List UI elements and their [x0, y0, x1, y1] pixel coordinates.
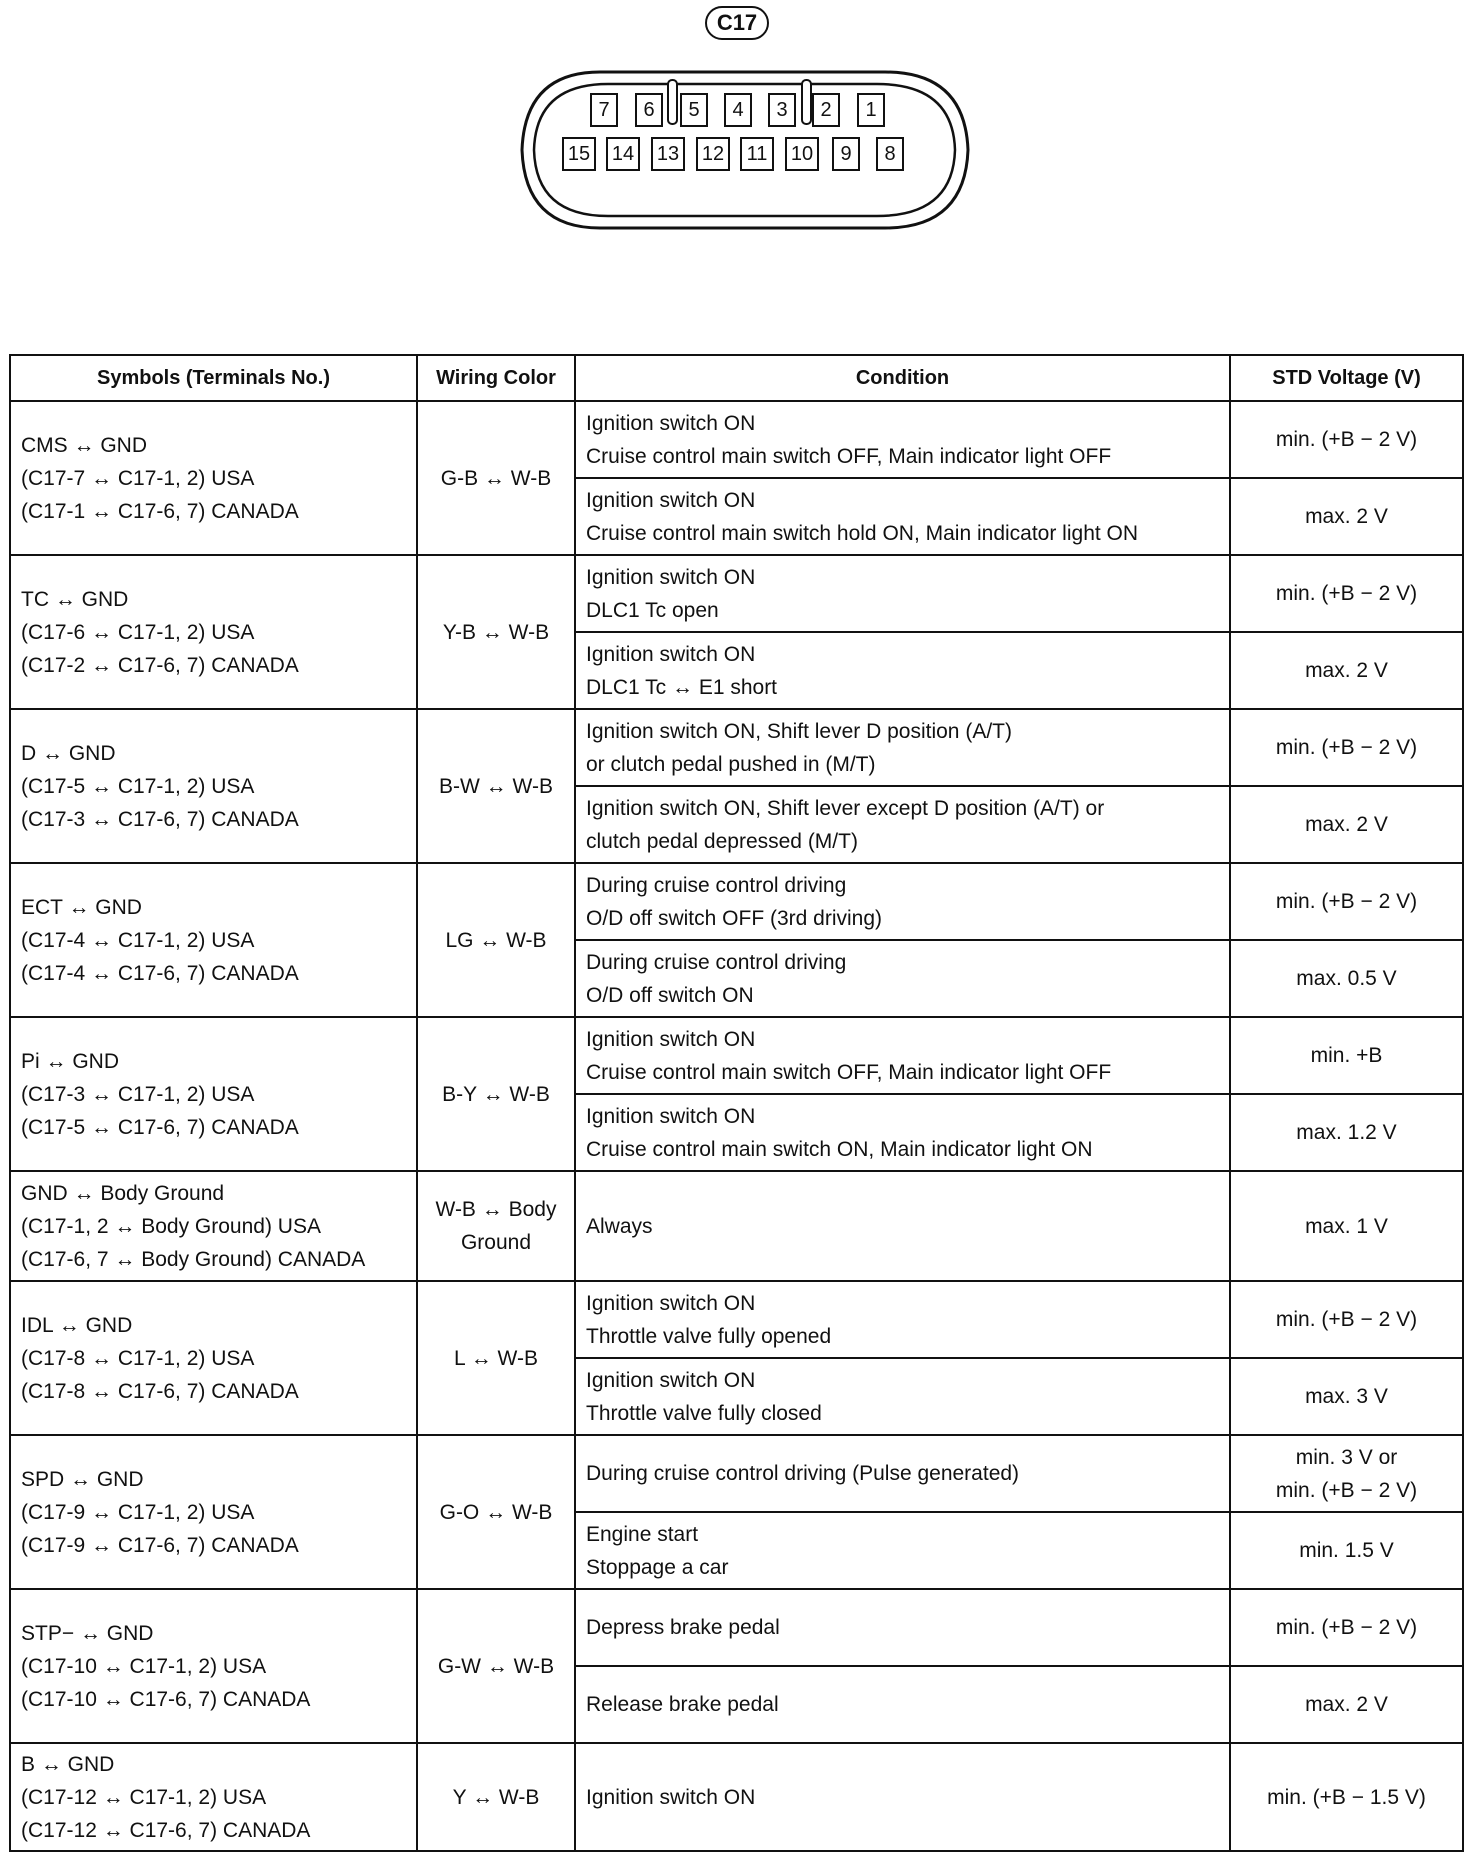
std-voltage-cell	[1230, 1512, 1463, 1589]
condition-cell	[575, 940, 1230, 1017]
connector-pin: 8	[876, 137, 904, 171]
condition-line: Ignition switch ON	[586, 642, 756, 666]
voltage-line: min. (+B − 2 V)	[1275, 736, 1418, 759]
table-row	[10, 709, 1463, 786]
wiring-color-line: W-B ↔ Body	[435, 1198, 557, 1221]
wiring-color-cell	[417, 1017, 575, 1171]
wiring-color-cell	[417, 1171, 575, 1281]
table-body	[10, 401, 1463, 1851]
table-row	[10, 1171, 1463, 1281]
symbol-line: STP− ↔ GND	[21, 1621, 154, 1645]
symbol-line: Pi ↔ GND	[21, 1049, 120, 1073]
voltage-line: max. 1.2 V	[1296, 1121, 1397, 1144]
condition-line: Ignition switch ON	[586, 1291, 756, 1315]
symbol-cell	[10, 1171, 417, 1281]
condition-cell	[575, 1743, 1230, 1851]
table-row	[10, 863, 1463, 940]
condition-cell	[575, 786, 1230, 863]
symbol-line: B ↔ GND	[21, 1752, 115, 1776]
voltage-line: min. (+B − 2 V)	[1275, 1616, 1418, 1639]
connector-pin: 6	[635, 93, 663, 127]
voltage-line: min. (+B − 2 V)	[1275, 1308, 1418, 1331]
header-condition: Condition	[575, 355, 1230, 401]
table-row	[10, 1281, 1463, 1358]
symbol-line: (C17-4 ↔ C17-6, 7) CANADA	[21, 961, 299, 985]
wiring-color-line: B-W ↔ W-B	[439, 774, 553, 798]
connector-diagram	[0, 0, 1472, 260]
wiring-color-cell	[417, 1589, 575, 1743]
voltage-line: min. (+B − 1.5 V)	[1267, 1785, 1426, 1809]
std-voltage-cell	[1230, 478, 1463, 555]
symbol-cell	[10, 1589, 417, 1743]
voltage-line: max. 2 V	[1305, 659, 1388, 682]
std-voltage-cell	[1230, 1666, 1463, 1743]
condition-line: Cruise control main switch hold ON, Main indicator light ON	[586, 521, 1139, 545]
symbol-line: (C17-2 ↔ C17-6, 7) CANADA	[21, 653, 299, 677]
voltage-line: max. 2 V	[1305, 1693, 1388, 1716]
std-voltage-cell	[1230, 786, 1463, 863]
std-voltage-cell	[1230, 1017, 1463, 1094]
condition-line: During cruise control driving (Pulse generated)	[586, 1462, 1020, 1485]
condition-cell	[575, 1017, 1230, 1094]
voltage-line: max. 1 V	[1305, 1214, 1388, 1238]
connector-pin: 14	[606, 137, 640, 171]
symbol-line: (C17-1, 2 ↔ Body Ground) USA	[21, 1214, 321, 1238]
connector-pin: 5	[680, 93, 708, 127]
condition-line: clutch pedal depressed (M/T)	[586, 829, 858, 853]
std-voltage-cell	[1230, 1435, 1463, 1512]
voltage-line: min. (+B − 2 V)	[1275, 1478, 1418, 1502]
std-voltage-cell	[1230, 1281, 1463, 1358]
std-voltage-cell	[1230, 555, 1463, 632]
condition-cell	[575, 1281, 1230, 1358]
condition-line: Cruise control main switch OFF, Main indicator light OFF	[586, 444, 1112, 468]
wiring-color-cell	[417, 709, 575, 863]
symbol-line: D ↔ GND	[21, 741, 116, 765]
table-row	[10, 401, 1463, 478]
std-voltage-cell	[1230, 1094, 1463, 1171]
wiring-color-line: B-Y ↔ W-B	[442, 1082, 550, 1106]
symbol-cell	[10, 863, 417, 1017]
table-header-row	[10, 355, 1463, 401]
std-voltage-cell	[1230, 863, 1463, 940]
std-voltage-cell	[1230, 401, 1463, 478]
symbol-line: (C17-4 ↔ C17-1, 2) USA	[21, 928, 255, 952]
condition-line: Cruise control main switch ON, Main indicator light ON	[586, 1137, 1093, 1161]
header-std-voltage: STD Voltage (V)	[1230, 355, 1463, 401]
symbol-line: (C17-8 ↔ C17-1, 2) USA	[21, 1346, 255, 1370]
symbol-line: CMS ↔ GND	[21, 433, 147, 457]
condition-line: DLC1 Tc open	[586, 598, 719, 622]
condition-line: Cruise control main switch OFF, Main indicator light OFF	[586, 1060, 1112, 1084]
connector-pin: 13	[651, 137, 685, 171]
voltage-line: min. (+B − 2 V)	[1275, 890, 1418, 913]
voltage-line: min. +B	[1310, 1044, 1383, 1067]
connector-pin: 11	[740, 137, 774, 171]
condition-cell	[575, 478, 1230, 555]
voltage-line: min. 3 V or	[1295, 1445, 1398, 1469]
condition-cell	[575, 1666, 1230, 1743]
terminal-voltage-table	[9, 354, 1464, 1852]
symbol-line: (C17-12 ↔ C17-1, 2) USA	[21, 1785, 267, 1809]
table-row	[10, 1017, 1463, 1094]
condition-line: Ignition switch ON, Shift lever D position (A/T)	[586, 719, 1012, 743]
condition-line: Ignition switch ON	[586, 565, 756, 589]
wiring-color-line: LG ↔ W-B	[445, 928, 547, 952]
symbol-cell	[10, 555, 417, 709]
connector-pin: 7	[590, 93, 618, 127]
condition-cell	[575, 1435, 1230, 1512]
wiring-color-line: G-W ↔ W-B	[437, 1654, 555, 1678]
connector-pin: 9	[832, 137, 860, 171]
std-voltage-cell	[1230, 1358, 1463, 1435]
condition-line: DLC1 Tc ↔ E1 short	[586, 675, 778, 699]
condition-line: Always	[586, 1214, 653, 1238]
condition-line: Depress brake pedal	[586, 1616, 780, 1639]
symbol-line: GND ↔ Body Ground	[21, 1181, 225, 1205]
symbol-cell	[10, 1743, 417, 1851]
voltage-line: max. 3 V	[1305, 1385, 1388, 1408]
voltage-line: max. 0.5 V	[1296, 967, 1397, 990]
wiring-color-line: Ground	[460, 1231, 532, 1254]
wiring-color-cell	[417, 1281, 575, 1435]
symbol-line: (C17-8 ↔ C17-6, 7) CANADA	[21, 1379, 299, 1403]
header-wiring-color: Wiring Color	[417, 355, 575, 401]
wiring-color-line: Y-B ↔ W-B	[442, 620, 550, 644]
wiring-color-cell	[417, 555, 575, 709]
condition-line: During cruise control driving	[586, 873, 847, 897]
condition-line: Engine start	[586, 1522, 699, 1546]
condition-cell	[575, 1589, 1230, 1666]
symbol-line: (C17-10 ↔ C17-6, 7) CANADA	[21, 1687, 311, 1711]
symbol-line: (C17-7 ↔ C17-1, 2) USA	[21, 466, 255, 490]
symbol-line: (C17-9 ↔ C17-1, 2) USA	[21, 1500, 255, 1524]
condition-cell	[575, 632, 1230, 709]
symbol-cell	[10, 1435, 417, 1589]
voltage-line: min. (+B − 2 V)	[1275, 428, 1418, 451]
symbol-cell	[10, 709, 417, 863]
condition-line: Ignition switch ON	[586, 1785, 756, 1809]
symbol-line: SPD ↔ GND	[21, 1467, 144, 1491]
symbol-line: ECT ↔ GND	[21, 895, 142, 919]
condition-line: O/D off switch OFF (3rd driving)	[586, 906, 883, 930]
table-row	[10, 1435, 1463, 1512]
condition-line: Ignition switch ON	[586, 488, 756, 512]
condition-cell	[575, 1358, 1230, 1435]
std-voltage-cell	[1230, 632, 1463, 709]
symbol-cell	[10, 401, 417, 555]
header-symbols: Symbols (Terminals No.)	[10, 355, 417, 401]
std-voltage-cell	[1230, 1171, 1463, 1281]
connector-pin: 4	[724, 93, 752, 127]
connector-pin: 1	[857, 93, 885, 127]
table-row	[10, 1743, 1463, 1851]
table-row	[10, 555, 1463, 632]
std-voltage-cell	[1230, 709, 1463, 786]
voltage-line: max. 2 V	[1305, 813, 1388, 836]
condition-cell	[575, 1171, 1230, 1281]
wiring-color-cell	[417, 863, 575, 1017]
symbol-line: (C17-6 ↔ C17-1, 2) USA	[21, 620, 255, 644]
connector-pin: 2	[812, 93, 840, 127]
condition-cell	[575, 709, 1230, 786]
condition-line: Stoppage a car	[586, 1555, 729, 1579]
condition-line: Release brake pedal	[586, 1693, 779, 1716]
symbol-line: (C17-6, 7 ↔ Body Ground) CANADA	[21, 1247, 366, 1271]
connector-label: C17	[705, 6, 769, 40]
table-row	[10, 1589, 1463, 1666]
symbol-line: (C17-1 ↔ C17-6, 7) CANADA	[21, 499, 299, 523]
condition-line: Ignition switch ON	[586, 1104, 756, 1128]
symbol-cell	[10, 1017, 417, 1171]
symbol-line: TC ↔ GND	[21, 587, 129, 611]
std-voltage-cell	[1230, 1743, 1463, 1851]
connector-pin: 12	[696, 137, 730, 171]
symbol-line: IDL ↔ GND	[21, 1313, 133, 1337]
condition-line: Ignition switch ON	[586, 411, 756, 435]
condition-line: Ignition switch ON	[586, 1027, 756, 1051]
connector-pin: 10	[785, 137, 819, 171]
std-voltage-cell	[1230, 940, 1463, 1017]
voltage-line: min. (+B − 2 V)	[1275, 582, 1418, 605]
condition-line: Ignition switch ON, Shift lever except D position (A/T) or	[586, 796, 1105, 820]
symbol-cell	[10, 1281, 417, 1435]
condition-line: or clutch pedal pushed in (M/T)	[586, 752, 876, 776]
condition-cell	[575, 1094, 1230, 1171]
condition-line: Throttle valve fully closed	[586, 1401, 822, 1425]
wiring-color-cell	[417, 401, 575, 555]
condition-line: O/D off switch ON	[586, 983, 754, 1007]
symbol-line: (C17-5 ↔ C17-6, 7) CANADA	[21, 1115, 299, 1139]
wiring-color-line: G-B ↔ W-B	[440, 466, 552, 490]
symbol-line: (C17-10 ↔ C17-1, 2) USA	[21, 1654, 267, 1678]
wiring-color-cell	[417, 1743, 575, 1851]
wiring-color-cell	[417, 1435, 575, 1589]
connector-pin: 15	[562, 137, 596, 171]
wiring-color-line: L ↔ W-B	[453, 1346, 538, 1370]
wiring-color-line: Y ↔ W-B	[452, 1785, 540, 1809]
condition-line: Ignition switch ON	[586, 1368, 756, 1392]
std-voltage-cell	[1230, 1589, 1463, 1666]
symbol-line: (C17-3 ↔ C17-1, 2) USA	[21, 1082, 255, 1106]
symbol-line: (C17-5 ↔ C17-1, 2) USA	[21, 774, 255, 798]
condition-line: During cruise control driving	[586, 950, 847, 974]
condition-cell	[575, 555, 1230, 632]
condition-cell	[575, 401, 1230, 478]
condition-cell	[575, 863, 1230, 940]
voltage-line: min. 1.5 V	[1299, 1539, 1394, 1562]
connector-pin: 3	[768, 93, 796, 127]
wiring-color-line: G-O ↔ W-B	[439, 1500, 553, 1524]
symbol-line: (C17-12 ↔ C17-6, 7) CANADA	[21, 1818, 311, 1842]
symbol-line: (C17-9 ↔ C17-6, 7) CANADA	[21, 1533, 299, 1557]
voltage-line: max. 2 V	[1305, 505, 1388, 528]
condition-cell	[575, 1512, 1230, 1589]
condition-line: Throttle valve fully opened	[586, 1324, 832, 1348]
symbol-line: (C17-3 ↔ C17-6, 7) CANADA	[21, 807, 299, 831]
